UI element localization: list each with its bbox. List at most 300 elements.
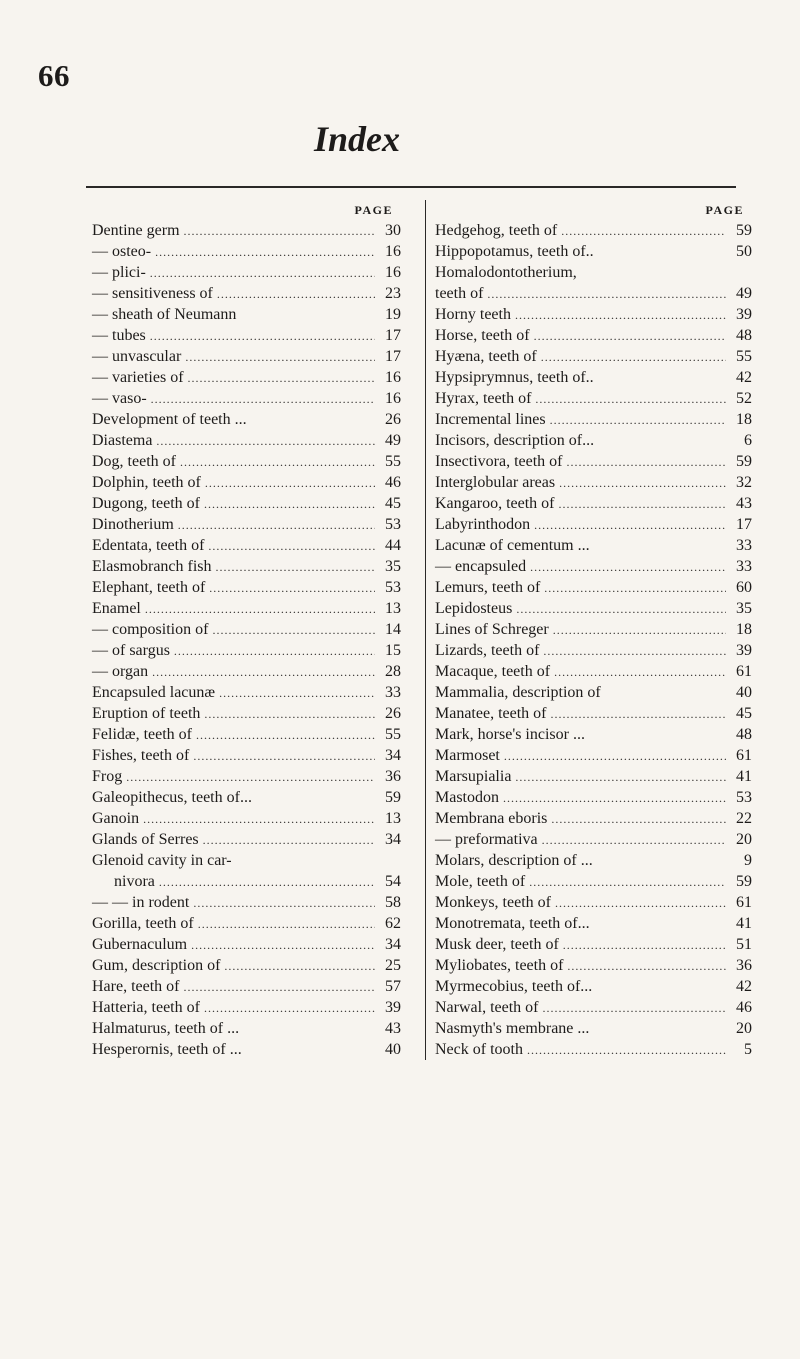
index-entry-term: Encapsuled lacunæ [92,684,216,701]
index-entry-term: — tubes [92,327,146,344]
index-entry-page: 45 [736,705,752,722]
dot-leader [204,494,375,515]
index-entry-page: 33 [736,558,752,575]
index-entry-page: 18 [736,411,752,428]
index-entry-page: 50 [736,243,752,260]
index-entry [92,703,401,724]
dot-leader [184,977,375,998]
index-entry [435,724,752,745]
index-entry [435,766,752,787]
dot-leader [542,830,726,851]
index-entry-term: Insectivora, teeth of [435,453,563,470]
index-entry [92,346,401,367]
index-entry-page: 62 [385,915,401,932]
index-entry-page: 39 [736,642,752,659]
index-entry-term: Myrmecobius, teeth of... [435,978,593,995]
index-entry-term: Felidæ, teeth of [92,726,192,743]
dot-leader [204,704,375,725]
index-entry [435,472,752,493]
index-entry [435,367,752,388]
index-entry [92,640,401,661]
index-entry-page: 48 [736,726,752,743]
index-entry-page: 60 [736,579,752,596]
dot-leader [155,242,375,263]
index-entry [435,850,752,871]
index-entry [92,472,401,493]
dot-leader [515,767,726,788]
index-entry-term: Nasmyth's membrane ... [435,1020,590,1037]
index-entry [435,430,752,451]
index-entry [92,934,401,955]
index-entry-page: 26 [385,705,401,722]
dot-leader [205,473,375,494]
index-entry-page: 13 [385,810,401,827]
index-entry-term: Musk deer, teeth of [435,936,559,953]
dot-leader [543,641,726,662]
index-entry-term: Lepidosteus [435,600,513,617]
index-entry-term: Marmoset [435,747,500,764]
index-entry [435,913,752,934]
index-entry-page: 30 [385,222,401,239]
index-entry-term: Mammalia, description of [435,684,601,701]
index-entry [435,871,752,892]
index-entry-page: 28 [385,663,401,680]
index-entry-page: 17 [736,516,752,533]
index-entry-page: 34 [385,831,401,848]
dot-leader [504,746,726,767]
index-entry [435,892,752,913]
index-entry-term: Eruption of teeth [92,705,201,722]
header-rule [86,186,736,188]
index-entry-page: 16 [385,390,401,407]
index-entry [92,850,401,871]
index-entry-page: 49 [736,285,752,302]
index-entry-page: 39 [736,306,752,323]
dot-leader [567,956,726,977]
index-entry-term: — encapsuled [435,558,527,575]
index-entry-term: Monkeys, teeth of [435,894,551,911]
index-entry-page: 36 [736,957,752,974]
index-entry [435,1018,752,1039]
index-entry-page: 17 [385,327,401,344]
index-entry [92,367,401,388]
index-entry-term: — unvascular [92,348,182,365]
index-entry-page: 57 [385,978,401,995]
index-entry-page: 53 [736,789,752,806]
dot-leader [516,599,726,620]
index-entry [435,997,752,1018]
page-title: Index [314,119,401,159]
index-entry-page: 22 [736,810,752,827]
index-entry-term: Labyrinthodon [435,516,531,533]
index-entry-term: Narwal, teeth of [435,999,539,1016]
index-entry [435,388,752,409]
dot-leader [559,473,726,494]
dot-leader [150,326,375,347]
index-entry [435,682,752,703]
index-entry [92,514,401,535]
dot-leader [174,641,375,662]
dot-leader [143,809,375,830]
index-entry [435,619,752,640]
index-entry-term: Hatteria, teeth of [92,999,200,1016]
index-entry-page: 61 [736,894,752,911]
index-entry [92,976,401,997]
index-entry-page: 42 [736,369,752,386]
index-entry [435,556,752,577]
index-entry [435,283,752,304]
dot-leader [180,452,375,473]
index-entry [435,640,752,661]
index-entry-page: 55 [385,726,401,743]
index-entry-term: Gum, description of [92,957,221,974]
index-entry-page: 53 [385,516,401,533]
dot-leader [515,305,726,326]
dot-leader [559,494,726,515]
index-entry-page: 34 [385,936,401,953]
dot-leader [551,809,726,830]
index-entry-term: — vaso- [92,390,147,407]
index-entry-page: 40 [385,1041,401,1058]
index-entry-term: Dugong, teeth of [92,495,200,512]
index-entry-page: 43 [385,1020,401,1037]
index-entry-page: 61 [736,747,752,764]
index-entry-page: 23 [385,285,401,302]
index-entry-list [92,220,401,1060]
index-entry-term: Gubernaculum [92,936,188,953]
index-entry-page: 49 [385,432,401,449]
dot-leader [561,221,726,242]
index-entry-term: Galeopithecus, teeth of... [92,789,252,806]
index-entry-term: Hyrax, teeth of [435,390,532,407]
dot-leader [198,914,375,935]
index-entry [92,808,401,829]
index-entry-page: 20 [736,831,752,848]
index-entry-term: Incisors, description of... [435,432,595,449]
index-entry [435,346,752,367]
index-entry [92,430,401,451]
index-entry [435,808,752,829]
index-entry-term: — — in rodent [92,894,190,911]
index-entry-page: 59 [736,222,752,239]
index-entry [435,1039,752,1060]
index-entry-page: 46 [385,474,401,491]
index-entry-term: Halmaturus, teeth of ... [92,1020,240,1037]
dot-leader [551,704,727,725]
index-entry-page: 14 [385,621,401,638]
index-column-right [435,200,752,1060]
index-entry [92,493,401,514]
index-entry-page: 34 [385,747,401,764]
index-entry-term: Lacunæ of cementum ... [435,537,590,554]
index-entry [92,913,401,934]
dot-leader [503,788,726,809]
index-entry-list [435,220,752,1060]
index-entry [435,934,752,955]
index-entry-page: 16 [385,369,401,386]
page-number: 66 [38,58,70,93]
index-entry-page: 40 [736,684,752,701]
index-entry-term: Hesperornis, teeth of ... [92,1041,242,1058]
index-entry-page: 59 [736,453,752,470]
index-entry-page: 45 [385,495,401,512]
index-entry-page: 33 [385,684,401,701]
index-entry-term: Mark, horse's incisor ... [435,726,585,743]
dot-leader [534,515,726,536]
index-entry-page: 18 [736,621,752,638]
index-entry-term: nivora [114,873,155,890]
index-entry-term: Diastema [92,432,153,449]
index-entry [435,661,752,682]
dot-leader [535,389,726,410]
index-entry-page: 46 [736,999,752,1016]
index-entry-page: 26 [385,411,401,428]
dot-leader [145,599,375,620]
dot-leader [217,284,375,305]
dot-leader [527,1040,726,1061]
index-entry [92,766,401,787]
index-entry-page: 58 [385,894,401,911]
index-entry [92,892,401,913]
index-entry [92,955,401,976]
index-entry [92,1039,401,1060]
index-entry-term: Monotremata, teeth of... [435,915,590,932]
index-entry-page: 5 [744,1041,752,1058]
dot-leader [152,662,375,683]
dot-leader [541,347,726,368]
index-entry-page: 54 [385,873,401,890]
index-entry-term: Mastodon [435,789,499,806]
index-entry [435,409,752,430]
dot-leader [487,284,726,305]
index-entry-term: — osteo- [92,243,152,260]
index-entry-term: Edentata, teeth of [92,537,205,554]
dot-leader [193,746,375,767]
dot-leader [126,767,375,788]
dot-leader [555,893,726,914]
index-entry [92,283,401,304]
dot-leader [219,683,375,704]
index-entry-term: Ganoin [92,810,140,827]
index-entry-page: 53 [385,579,401,596]
index-entry-term: Development of teeth ... [92,411,247,428]
index-entry [92,661,401,682]
index-entry [435,220,752,241]
index-entry-page: 52 [736,390,752,407]
index-entry-term: Hippopotamus, teeth of.. [435,243,594,260]
dot-leader [185,347,375,368]
dot-leader [529,872,726,893]
index-entry [92,682,401,703]
index-entry [92,451,401,472]
index-entry-page: 19 [385,306,401,323]
index-entry-page: 55 [736,348,752,365]
index-entry [435,535,752,556]
index-entry-term: — sheath of Neumann [92,306,237,323]
index-entry [435,577,752,598]
index-entry-term: Lizards, teeth of [435,642,540,659]
index-entry-page: 43 [736,495,752,512]
index-entry-term: Marsupialia [435,768,512,785]
index-entry-term: Hyæna, teeth of [435,348,537,365]
index-entry-term: Manatee, teeth of [435,705,547,722]
index-entry [92,619,401,640]
dot-leader [151,389,375,410]
index-entry-term: Gorilla, teeth of [92,915,194,932]
index-entry [92,304,401,325]
index-entry-page: 32 [736,474,752,491]
dot-leader [159,872,375,893]
index-entry [435,262,752,283]
index-entry-term: — sensitiveness of [92,285,213,302]
index-entry-page: 6 [744,432,752,449]
index-entry [92,556,401,577]
index-entry-term: teeth of [435,285,484,302]
dot-leader [184,221,375,242]
index-entry [92,598,401,619]
dot-leader [156,431,375,452]
index-entry-term: — of sargus [92,642,170,659]
index-entry [92,787,401,808]
index-entry-term: Dolphin, teeth of [92,474,201,491]
dot-leader [208,536,375,557]
index-entry-term: Mole, teeth of [435,873,526,890]
index-entry-page: 17 [385,348,401,365]
index-entry [435,451,752,472]
index-entry-term: Myliobates, teeth of [435,957,564,974]
dot-leader [191,935,375,956]
index-entry-term: Fishes, teeth of [92,747,190,764]
dot-leader [550,410,726,431]
index-entry [92,325,401,346]
dot-leader [193,893,375,914]
dot-leader [216,557,375,578]
index-entry-term: — composition of [92,621,209,638]
dot-leader [178,515,375,536]
index-entry-term: — organ [92,663,149,680]
index-entry-term: Neck of tooth [435,1041,523,1058]
index-entry-term: Hedgehog, teeth of [435,222,558,239]
dot-leader [534,326,726,347]
dot-leader [150,263,375,284]
dot-leader [544,578,726,599]
index-column-left [92,200,401,1060]
index-entry-page: 20 [736,1020,752,1037]
index-entry [92,577,401,598]
index-entry-term: Glenoid cavity in car- [92,852,232,869]
index-entry-term: Horny teeth [435,306,511,323]
dot-leader [204,998,375,1019]
index-entry [435,304,752,325]
index-entry-term: Frog [92,768,123,785]
dot-leader [188,368,375,389]
dot-leader [209,578,375,599]
index-entry-page: 41 [736,768,752,785]
index-entry-page: 13 [385,600,401,617]
index-entry [435,493,752,514]
index-entry-term: Glands of Serres [92,831,199,848]
dot-leader [553,620,726,641]
index-entry [435,829,752,850]
page-column-label: PAGE [705,203,744,217]
index-entry-term: — preformativa [435,831,538,848]
page-column-label: PAGE [354,203,393,217]
index-entry-page: 41 [736,915,752,932]
index-entry [92,1018,401,1039]
index-entry [435,514,752,535]
dot-leader [224,956,375,977]
index-entry-page: 33 [736,537,752,554]
index-entry-term: Molars, description of ... [435,852,593,869]
index-entry [92,724,401,745]
index-entry-term: Horse, teeth of [435,327,530,344]
index-entry [92,535,401,556]
dot-leader [554,662,726,683]
index-entry [435,787,752,808]
index-entry [435,976,752,997]
index-entry-page: 61 [736,663,752,680]
index-entry-term: Elephant, teeth of [92,579,206,596]
index-entry [435,703,752,724]
index-entry [92,241,401,262]
index-entry-page: 16 [385,264,401,281]
dot-leader [203,830,375,851]
index-entry-term: Hare, teeth of [92,978,180,995]
index-entry-page: 51 [736,936,752,953]
index-entry-term: Incremental lines [435,411,546,428]
dot-leader [567,452,727,473]
index-entry-term: Lines of Schreger [435,621,549,638]
index-entry-term: Homalodontotherium, [435,264,577,281]
dot-leader [196,725,375,746]
index-entry-page: 36 [385,768,401,785]
dot-leader [543,998,726,1019]
index-entry [435,598,752,619]
index-entry-term: Membrana eboris [435,810,548,827]
index-entry [435,955,752,976]
index-entry [92,745,401,766]
index-entry-term: Dinotherium [92,516,174,533]
index-entry [435,325,752,346]
dot-leader [530,557,726,578]
index-entry [92,220,401,241]
dot-leader [212,620,375,641]
index-entry [92,829,401,850]
index-entry [92,388,401,409]
index-entry-term: Hypsiprymnus, teeth of.. [435,369,594,386]
index-entry [92,871,401,892]
index-entry-page: 25 [385,957,401,974]
index-entry-term: Macaque, teeth of [435,663,551,680]
index-entry-term: Lemurs, teeth of [435,579,541,596]
index-entry-page: 9 [744,852,752,869]
index-entry-term: — varieties of [92,369,184,386]
index-entry-term: Interglobular areas [435,474,556,491]
index-entry-page: 35 [736,600,752,617]
index-entry [92,997,401,1018]
index-entry [92,262,401,283]
index-entry-page: 15 [385,642,401,659]
index-entry [435,241,752,262]
index-entry-page: 59 [385,789,401,806]
index-entry-page: 16 [385,243,401,260]
index-entry-term: — plici- [92,264,146,281]
dot-leader [563,935,726,956]
index-entry-page: 44 [385,537,401,554]
index-entry-term: Enamel [92,600,141,617]
index-entry-page: 42 [736,978,752,995]
index-entry-page: 55 [385,453,401,470]
